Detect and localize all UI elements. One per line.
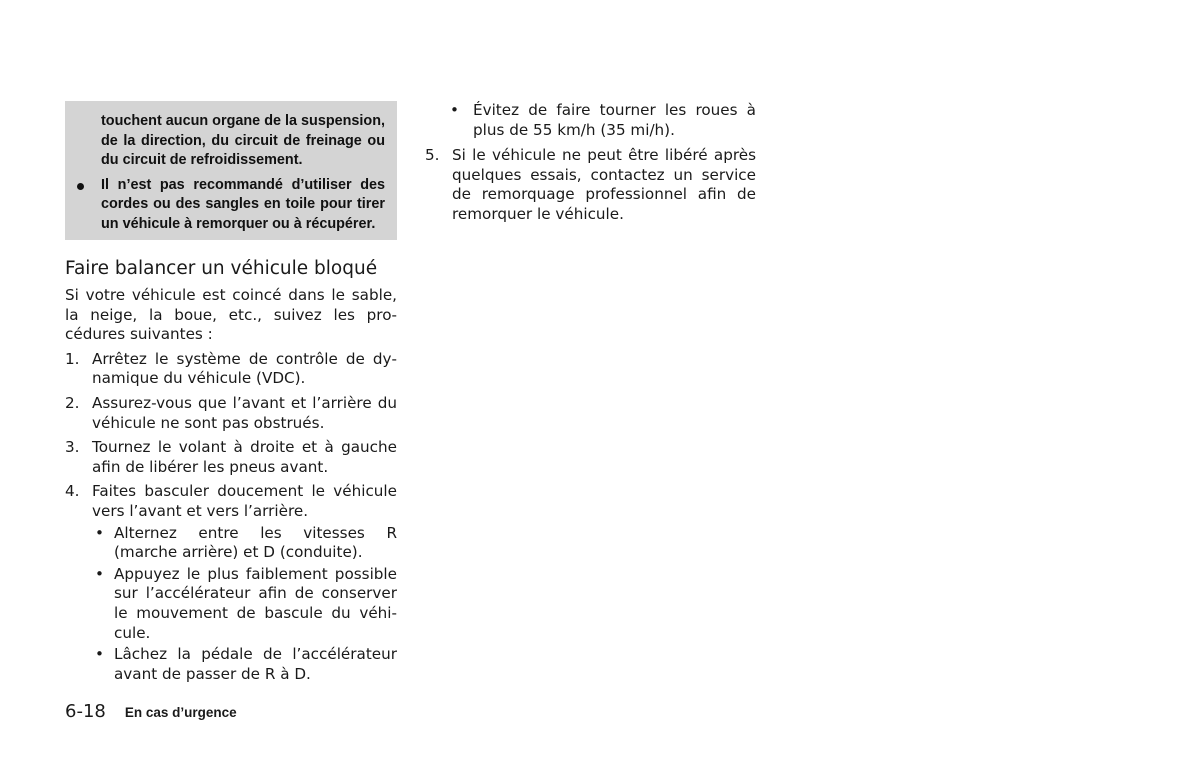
warning-bullet bbox=[101, 176, 385, 235]
step-number: 5. bbox=[425, 146, 440, 165]
sub-bullet-item bbox=[425, 101, 756, 140]
left-column bbox=[65, 256, 397, 684]
bullet-icon: • bbox=[95, 523, 104, 542]
sub-bullet-item bbox=[92, 565, 397, 643]
step-text: Arrêtez le système de contrôle de dynamique du véhicule (VDC). bbox=[92, 349, 397, 388]
section-intro: Si votre véhicule est coincé dans le sable, la neige, la boue, etc., suivez les procédures suivantes : bbox=[65, 286, 397, 344]
bullet-dot-icon bbox=[77, 183, 84, 190]
sub-bullet-text: Appuyez le plus faiblement possible sur l’accélérateur afin de conserver le mouvement de bascule du véhicule. bbox=[114, 564, 397, 642]
bullet-icon: • bbox=[450, 101, 459, 119]
step-item bbox=[65, 394, 397, 433]
right-column bbox=[425, 101, 756, 225]
bullet-icon: • bbox=[95, 564, 104, 583]
sub-bullet-item bbox=[92, 524, 397, 563]
bullet-icon: • bbox=[95, 645, 104, 664]
warning-continuation: touchent aucun organe de la suspension, de la direction, du circuit de freinage ou du circuit de refroidissement. bbox=[101, 113, 385, 168]
step-number: 3. bbox=[65, 438, 80, 457]
sub-bullet-text: Évitez de faire tourner les roues à plus de 55 km/h (35 mi/h). bbox=[473, 101, 756, 139]
warning-box bbox=[65, 101, 397, 240]
page-footer bbox=[65, 701, 237, 725]
step-number: 4. bbox=[65, 482, 80, 501]
step-item bbox=[65, 350, 397, 389]
section-heading: Faire balancer un véhicule bloqué bbox=[65, 258, 378, 279]
step-text: Assurez-vous que l’avant et l’arrière du véhicule ne sont pas obstrués. bbox=[92, 393, 397, 432]
page-number: 6-18 bbox=[65, 701, 106, 722]
chapter-title: En cas d’urgence bbox=[124, 705, 237, 720]
step-text: Tournez le volant à droite et à gauche afin de libérer les pneus avant. bbox=[92, 438, 397, 476]
sub-bullet-item bbox=[92, 645, 397, 684]
step-number: 2. bbox=[65, 393, 80, 412]
step-item bbox=[425, 146, 756, 224]
step-item bbox=[65, 438, 397, 477]
step-text: Faites basculer doucement le véhicule vers l’avant et vers l’arrière. bbox=[92, 482, 397, 520]
step-text: Si le véhicule ne peut être libéré après quelques essais, contactez un service de remorquage professionnel afin de remorquer le véhicule. bbox=[452, 146, 756, 223]
sub-bullet-text: Lâchez la pédale de l’accélérateur avant de passer de R à D. bbox=[114, 645, 397, 683]
sub-bullet-text: Alternez entre les vitesses R (marche arrière) et D (conduite). bbox=[114, 523, 397, 562]
step-number: 1. bbox=[65, 349, 80, 368]
step-item bbox=[65, 482, 397, 684]
warning-bullet-text: Il n’est pas recommandé d’utiliser des cordes ou des sangles en toile pour tirer un véhicule à remorquer ou à récupérer. bbox=[101, 176, 385, 232]
